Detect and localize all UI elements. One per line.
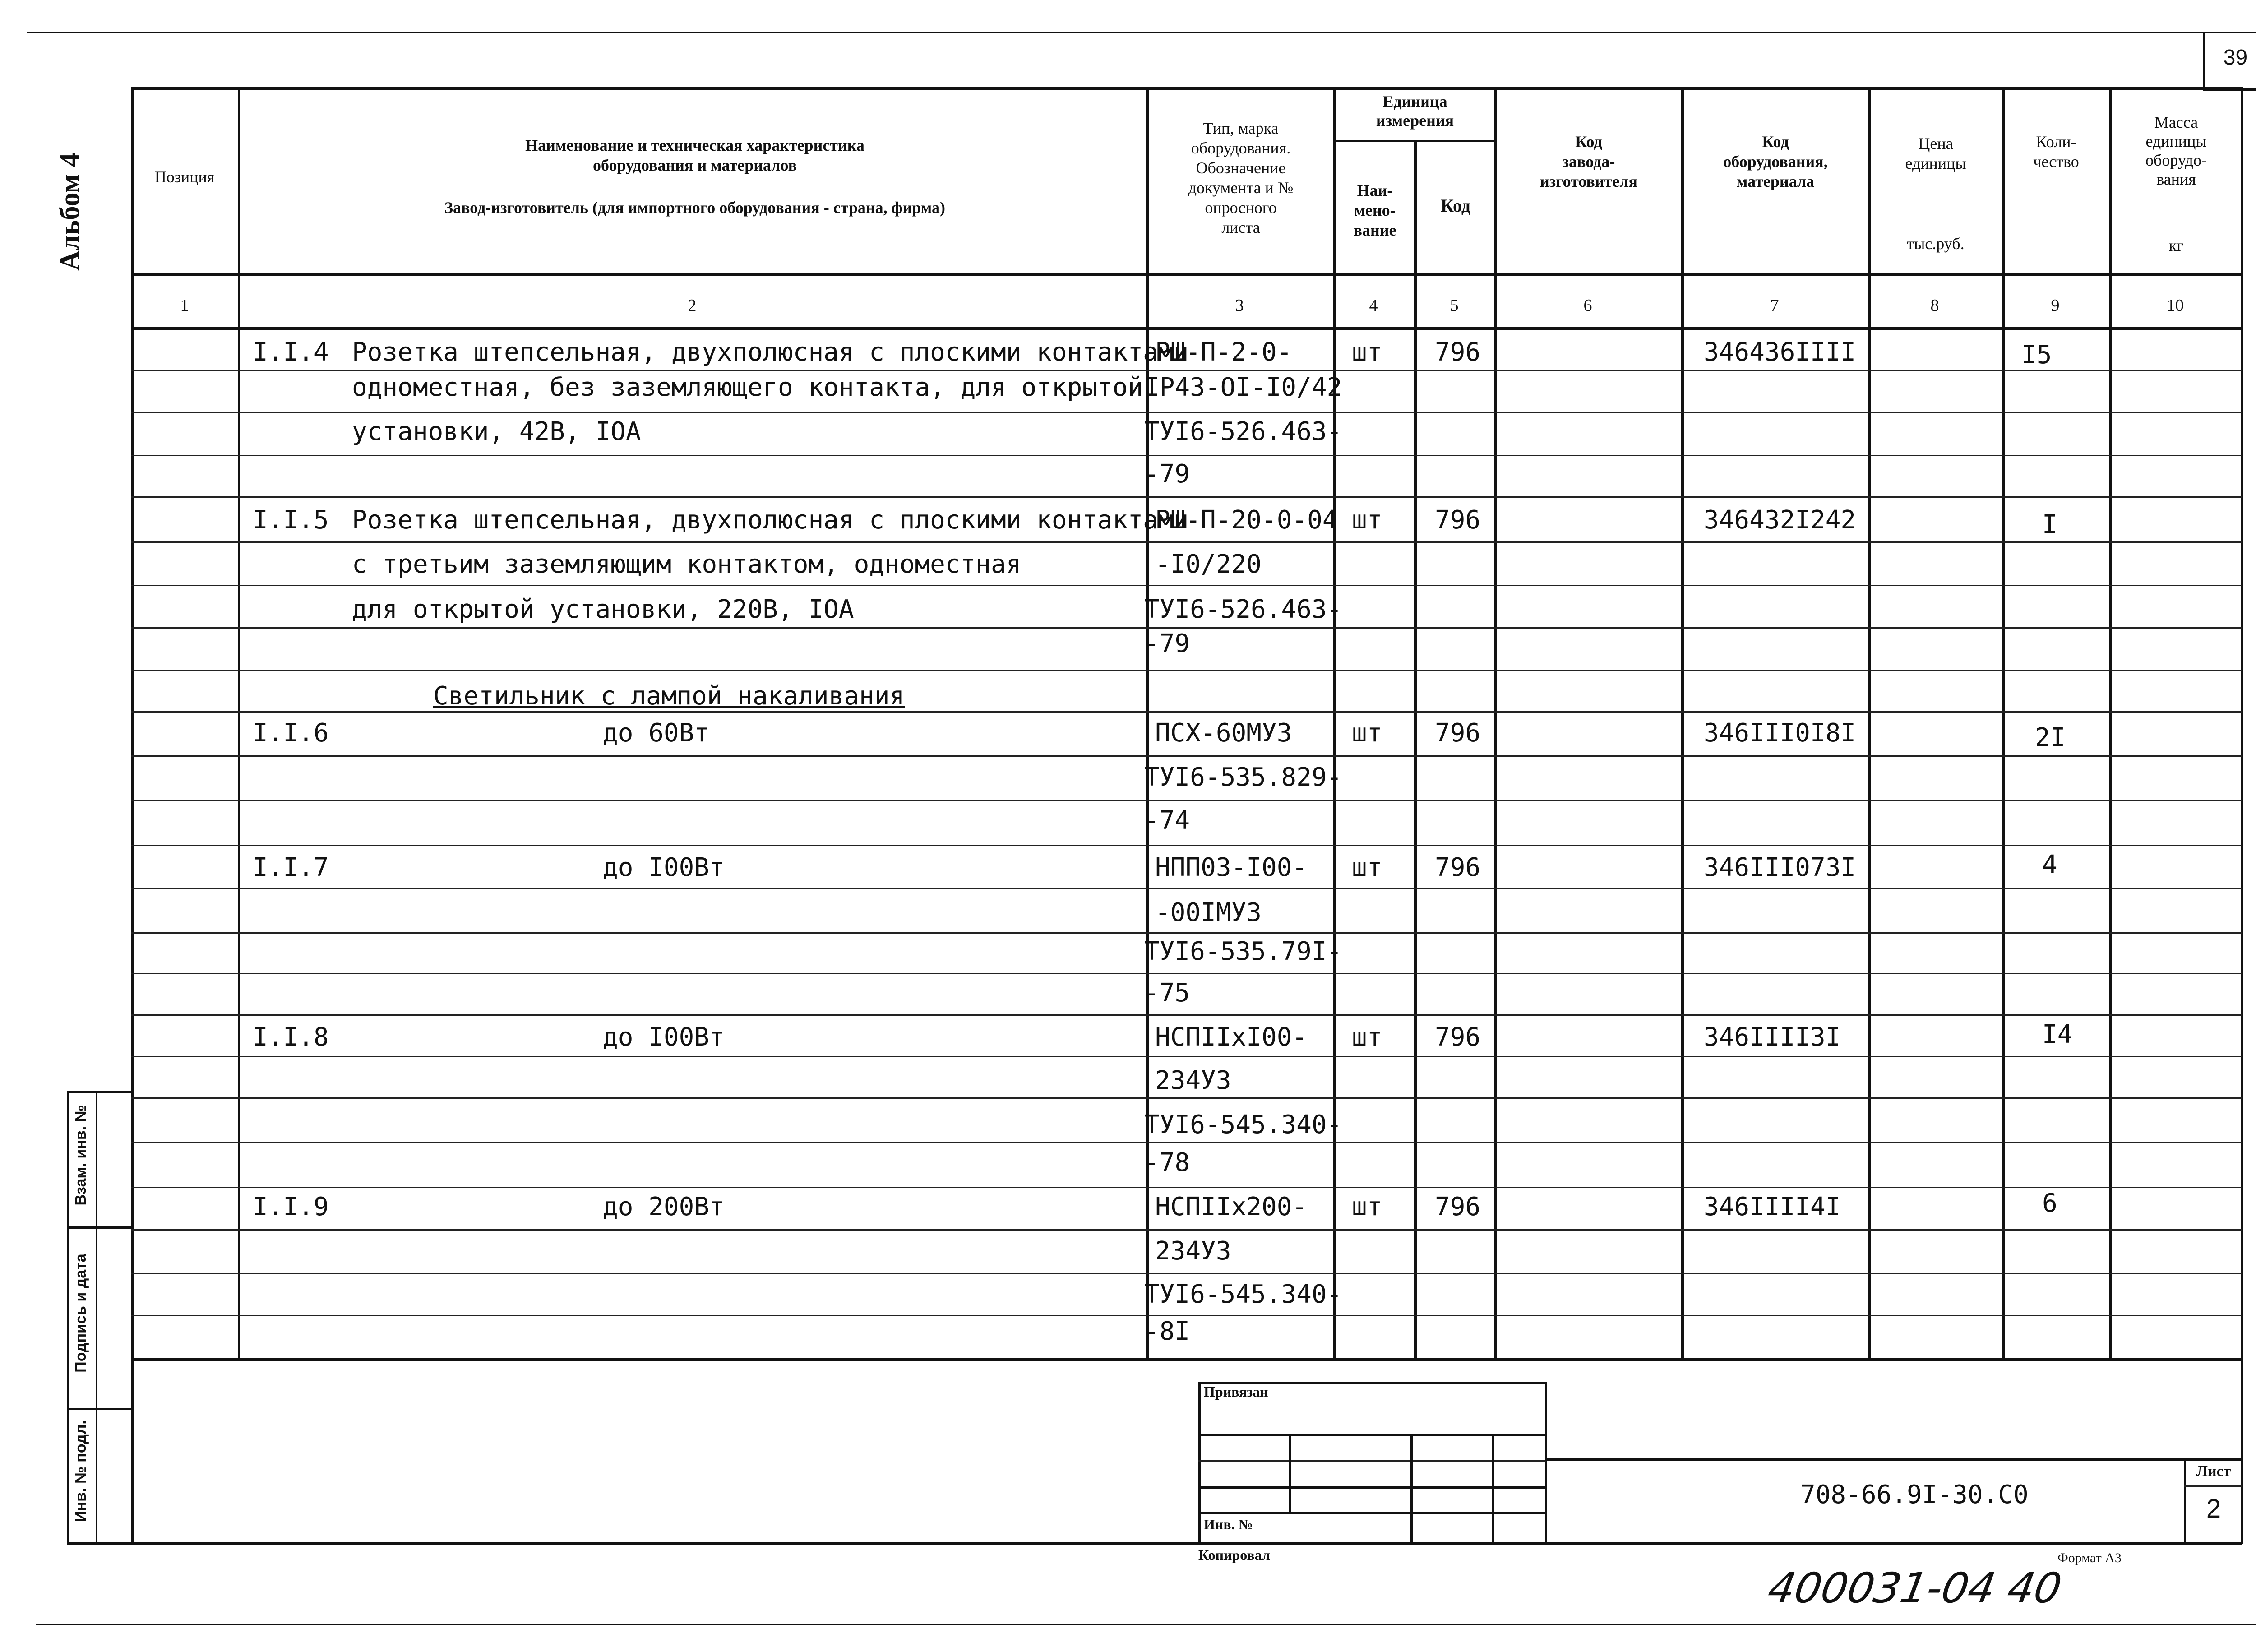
col-sep-4 xyxy=(1414,140,1417,1358)
type-line: -78 xyxy=(1144,1148,1190,1177)
table-bottom xyxy=(131,1358,2242,1361)
unit-value: шт xyxy=(1352,338,1382,367)
col-sep-3 xyxy=(1333,87,1336,1359)
header-factory-code: Код завода- изготовителя xyxy=(1539,133,1638,190)
equip-code-value: 346III0I8I xyxy=(1704,718,1856,748)
header-equip-code: Код оборудования, материала xyxy=(1723,133,1828,190)
stamp-vzam: Взам. инв. № xyxy=(72,1105,89,1206)
type-line: НСПIIxI00- xyxy=(1155,1023,1308,1052)
title-block-bottom xyxy=(131,1542,2242,1545)
header-name-line2: оборудования и материалов xyxy=(592,156,797,174)
doc-code: 708-66.9I-30.C0 xyxy=(1800,1480,2029,1509)
equip-code-value: 346III073I xyxy=(1704,853,1856,882)
type-line: ТУI6-535.829- xyxy=(1144,763,1342,792)
type-line: -79 xyxy=(1144,629,1190,658)
type-line: IP43-OI-I0/42 xyxy=(1144,373,1342,402)
header-price-unit: тыс.руб. xyxy=(1907,235,1965,253)
header-qty: Коли- чество xyxy=(2033,133,2079,171)
qty-value: I xyxy=(2042,510,2057,539)
type-line: -79 xyxy=(1144,459,1190,489)
qty-value: 2I xyxy=(2035,723,2066,752)
col-sep-8 xyxy=(2002,87,2005,1359)
type-line: ТУI6-526.463- xyxy=(1144,595,1342,624)
equip-code-value: 346432I242 xyxy=(1704,505,1856,535)
sheet-number: 39 xyxy=(2223,46,2248,69)
stamp-mid xyxy=(96,1091,97,1544)
unit-value: шт xyxy=(1352,853,1382,882)
format-label: Формат А3 xyxy=(2057,1550,2122,1565)
row-line xyxy=(131,1315,2242,1316)
type-line: ТУI6-545.340- xyxy=(1144,1110,1342,1139)
row-line xyxy=(131,585,2242,586)
item-name-line: с третьим заземляющим контактом, одноместная xyxy=(352,550,1022,579)
stamp-inv: Инв. № подл. xyxy=(72,1420,89,1522)
list-label: Лист xyxy=(2196,1463,2231,1480)
header-position: Позиция xyxy=(154,168,215,186)
doc-code-top xyxy=(1545,1458,2242,1461)
unit-code-value: 796 xyxy=(1435,853,1481,882)
top-border-line xyxy=(27,32,2256,33)
pos-1-1-6: I.I.6 xyxy=(253,718,329,748)
privyazan-col xyxy=(1289,1434,1291,1512)
row-line xyxy=(131,845,2242,846)
row-line xyxy=(131,1187,2242,1188)
type-line: НПП03-I00- xyxy=(1155,853,1308,882)
privyazan-left xyxy=(1198,1382,1201,1544)
header-unit-code: Код xyxy=(1440,195,1471,216)
item-name-line: Розетка штепсельная, двухполюсная с плоскими контактами xyxy=(352,338,1189,367)
row-line xyxy=(131,670,2242,671)
pos-1-1-4: I.I.4 xyxy=(253,338,329,367)
unit-code-value: 796 xyxy=(1435,1192,1481,1222)
qty-value: 4 xyxy=(2042,850,2057,879)
col-sep-9 xyxy=(2109,87,2112,1359)
table-top xyxy=(131,87,2242,90)
row-line xyxy=(131,627,2242,629)
header-price: Цена единицы xyxy=(1905,134,1966,172)
row-line xyxy=(131,711,2242,713)
equip-code-value: 346436IIII xyxy=(1704,338,1856,367)
item-name-line: установки, 42В, IOA xyxy=(352,417,641,446)
header-mass-unit: кг xyxy=(2168,236,2184,255)
row-line xyxy=(131,455,2242,456)
table-right xyxy=(2241,87,2243,1359)
unit-code-value: 796 xyxy=(1435,338,1481,367)
stamp-left xyxy=(67,1091,69,1544)
row-line xyxy=(131,973,2242,974)
unit-code-value: 796 xyxy=(1435,505,1481,535)
header-unit-name: Наи- мено- вание xyxy=(1353,181,1396,239)
type-line: -74 xyxy=(1144,806,1190,835)
header-type: Тип, марка оборудования. Обозначение документа и № опросного листа xyxy=(1188,119,1294,236)
col-sep-6 xyxy=(1681,87,1684,1359)
row-line xyxy=(131,370,2242,371)
qty-value: 6 xyxy=(2042,1189,2057,1218)
header-name-line1: Наименование и техническая характеристика xyxy=(525,136,864,154)
header-bottom xyxy=(131,273,2242,276)
type-line: ТУI6-535.79I- xyxy=(1144,937,1342,966)
pos-1-1-8: I.I.8 xyxy=(253,1023,329,1052)
qty-value: I4 xyxy=(2042,1020,2073,1049)
header-name-line3: Завод-изготовитель (для импортного оборудования - страна, фирма) xyxy=(444,199,945,217)
item-name-line: до 200Вт xyxy=(603,1192,725,1222)
row-line xyxy=(131,932,2242,934)
privyazan-col xyxy=(1410,1434,1413,1544)
row-line xyxy=(131,1273,2242,1274)
col-sep-5 xyxy=(1494,87,1497,1359)
type-line: ТУI6-545.340- xyxy=(1144,1280,1342,1309)
bottom-border-line xyxy=(36,1624,2256,1625)
unit-value: шт xyxy=(1352,1192,1382,1222)
equip-code-value: 346IIII3I xyxy=(1704,1023,1841,1052)
unit-value: шт xyxy=(1352,1023,1382,1052)
pos-1-1-9: I.I.9 xyxy=(253,1192,329,1222)
row-line xyxy=(131,1056,2242,1057)
header-mass: Масса единицы оборудо- вания xyxy=(2145,113,2207,188)
type-line: -8I xyxy=(1144,1317,1190,1346)
pos-1-1-7: I.I.7 xyxy=(253,853,329,882)
colnum-10: 10 xyxy=(2167,296,2184,315)
handwritten-code: 400031-04 40 xyxy=(1764,1564,2066,1612)
qty-value: I5 xyxy=(2021,340,2052,370)
unit-value: шт xyxy=(1352,505,1382,535)
item-name-line: до I00Вт xyxy=(603,1023,725,1052)
unit-code-value: 796 xyxy=(1435,1023,1481,1052)
colnum-6: 6 xyxy=(1583,296,1592,315)
unit-code-value: 796 xyxy=(1435,718,1481,748)
colnum-5: 5 xyxy=(1450,296,1459,315)
list-number: 2 xyxy=(2206,1494,2221,1523)
type-line: 234УЗ xyxy=(1155,1066,1231,1095)
type-line: -I0/220 xyxy=(1155,550,1262,579)
colnum-7: 7 xyxy=(1770,296,1779,315)
type-line: НСПIIx200- xyxy=(1155,1192,1308,1222)
album-label: Альбом 4 xyxy=(55,153,85,271)
row-line xyxy=(131,1229,2242,1231)
pos-1-1-5: I.I.5 xyxy=(253,505,329,535)
inv-no-label: Инв. № xyxy=(1204,1516,1253,1532)
item-name-line: Розетка штепсельная, двухполюсная с плоскими контактами xyxy=(352,505,1189,535)
colnum-8: 8 xyxy=(1930,296,1939,315)
row-line xyxy=(131,1142,2242,1143)
col-sep-7 xyxy=(1868,87,1871,1359)
unit-group-divider xyxy=(1333,140,1495,142)
colnum-1: 1 xyxy=(180,296,189,315)
privyazan-right xyxy=(1545,1382,1547,1544)
colnum-3: 3 xyxy=(1235,296,1244,315)
item-name-line: до 60Вт xyxy=(603,718,710,748)
stamp-bottom xyxy=(67,1542,133,1545)
unit-value: шт xyxy=(1352,718,1382,748)
type-line: ПСХ-60МУЗ xyxy=(1155,718,1292,748)
kopiroval-label: Копировал xyxy=(1198,1547,1270,1563)
colnum-4: 4 xyxy=(1369,296,1378,315)
privyazan-label: Привязан xyxy=(1204,1384,1268,1400)
row-line xyxy=(131,1097,2242,1099)
item-name-line: одноместная, без заземляющего контакта, для открытой xyxy=(352,373,1143,402)
group-title: Светильник с лампой накаливания xyxy=(433,681,905,711)
type-line: РШ-П-20-0-04 xyxy=(1155,505,1338,535)
row-line xyxy=(131,888,2242,889)
row-line xyxy=(131,1014,2242,1016)
row-line xyxy=(131,755,2242,757)
type-line: ТУI6-526.463- xyxy=(1144,417,1342,446)
col-sep-1 xyxy=(238,87,240,1359)
type-line: РШ-П-2-0- xyxy=(1155,338,1292,367)
list-box-div xyxy=(2184,1485,2242,1487)
colnum-bottom xyxy=(131,327,2242,330)
privyazan-col xyxy=(1492,1434,1494,1544)
row-line xyxy=(131,800,2242,801)
stamp-signature: Подпись и дата xyxy=(72,1254,89,1373)
row-line xyxy=(131,412,2242,413)
type-line: -75 xyxy=(1144,978,1190,1008)
type-line: -00IМУЗ xyxy=(1155,898,1262,927)
item-name-line: для открытой установки, 220В, IOA xyxy=(352,595,854,624)
header-unit-group: Единица измерения xyxy=(1376,93,1454,130)
equip-code-value: 346IIII4I xyxy=(1704,1192,1841,1222)
colnum-9: 9 xyxy=(2051,296,2060,315)
type-line: 234УЗ xyxy=(1155,1236,1231,1266)
row-line xyxy=(131,541,2242,543)
item-name-line: до I00Вт xyxy=(603,853,725,882)
row-line xyxy=(131,496,2242,498)
colnum-2: 2 xyxy=(688,296,697,315)
